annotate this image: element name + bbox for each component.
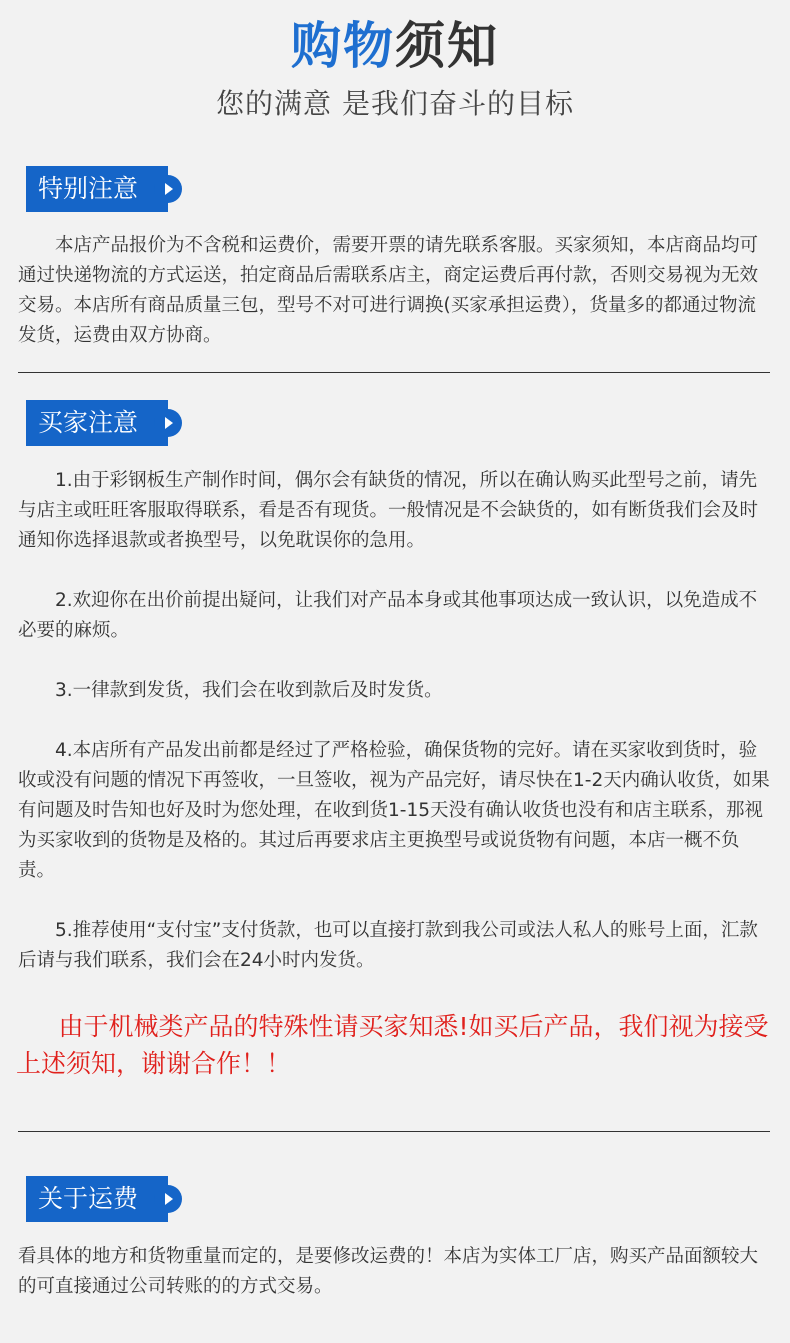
divider [18, 372, 770, 373]
page-subtitle: 您的满意 是我们奋斗的目标 [216, 87, 574, 120]
warning-notice: 由于机械类产品的特殊性请买家知悉!如买后产品，我们视为接受上述须知，谢谢合作！！ [16, 1012, 769, 1078]
section-tag-buyer [26, 400, 168, 446]
section-tag-label: 买家注意 [38, 408, 139, 437]
section-tag-shipping [26, 1176, 168, 1222]
title-highlight: 购物 [291, 17, 395, 75]
section-tag-label: 关于运费 [38, 1184, 139, 1213]
section-tag-special [26, 166, 168, 212]
chevron-right-icon [154, 1185, 182, 1213]
divider [18, 1131, 770, 1132]
special-notice-text: 本店产品报价为不含税和运费价，需要开票的请先联系客服。买家须知，本店商品均可通过快递物流的方式运送，拍定商品后需联系店主，商定运费后再付款，否则交易视为无效交易。本店所有商品质量三包，型号不对可进行调换(买家承担运费），货量多的都通过物流发货，运费由双方协商。 [18, 235, 759, 346]
buyer-item-4: 4.本店所有产品发出前都是经过了严格检验，确保货物的完好。请在买家收到货时，验收或没有问题的情况下再签收，一旦签收，视为产品完好，请尽快在1-2天内确认收货，如果有问题及时告知也好及时为您处理，在收到货1-15天没有确认收货也没有和店主联系，那视为买家收到的货物是及格的。其过后再要求店主更换型号或说货物有问题，本店一概不负责。 [18, 740, 770, 881]
section-tag-label: 特别注意 [38, 174, 139, 203]
buyer-item-1: 1.由于彩钢板生产制作时间，偶尔会有缺货的情况，所以在确认购买此型号之前，请先与店主或旺旺客服取得联系，看是否有现货。一般情况是不会缺货的，如有断货我们会及时通知你选择退款或者换型号，以免耽误你的急用。 [18, 470, 759, 551]
page-title [0, 14, 790, 78]
buyer-item-2: 2.欢迎你在出价前提出疑问，让我们对产品本身或其他事项达成一致认识，以免造成不必要的麻烦。 [18, 590, 758, 641]
title-rest: 须知 [395, 17, 499, 75]
chevron-right-icon [154, 175, 182, 203]
chevron-right-icon [154, 409, 182, 437]
shipping-text: 看具体的地方和货物重量而定的，是要修改运费的！本店为实体工厂店，购买产品面额较大的可直接通过公司转账的的方式交易。 [18, 1246, 759, 1297]
buyer-item-3: 3.一律款到发货，我们会在收到款后及时发货。 [55, 680, 443, 701]
buyer-item-5: 5.推荐使用“支付宝”支付货款，也可以直接打款到我公司或法人私人的账号上面，汇款后请与我们联系，我们会在24小时内发货。 [18, 920, 758, 971]
